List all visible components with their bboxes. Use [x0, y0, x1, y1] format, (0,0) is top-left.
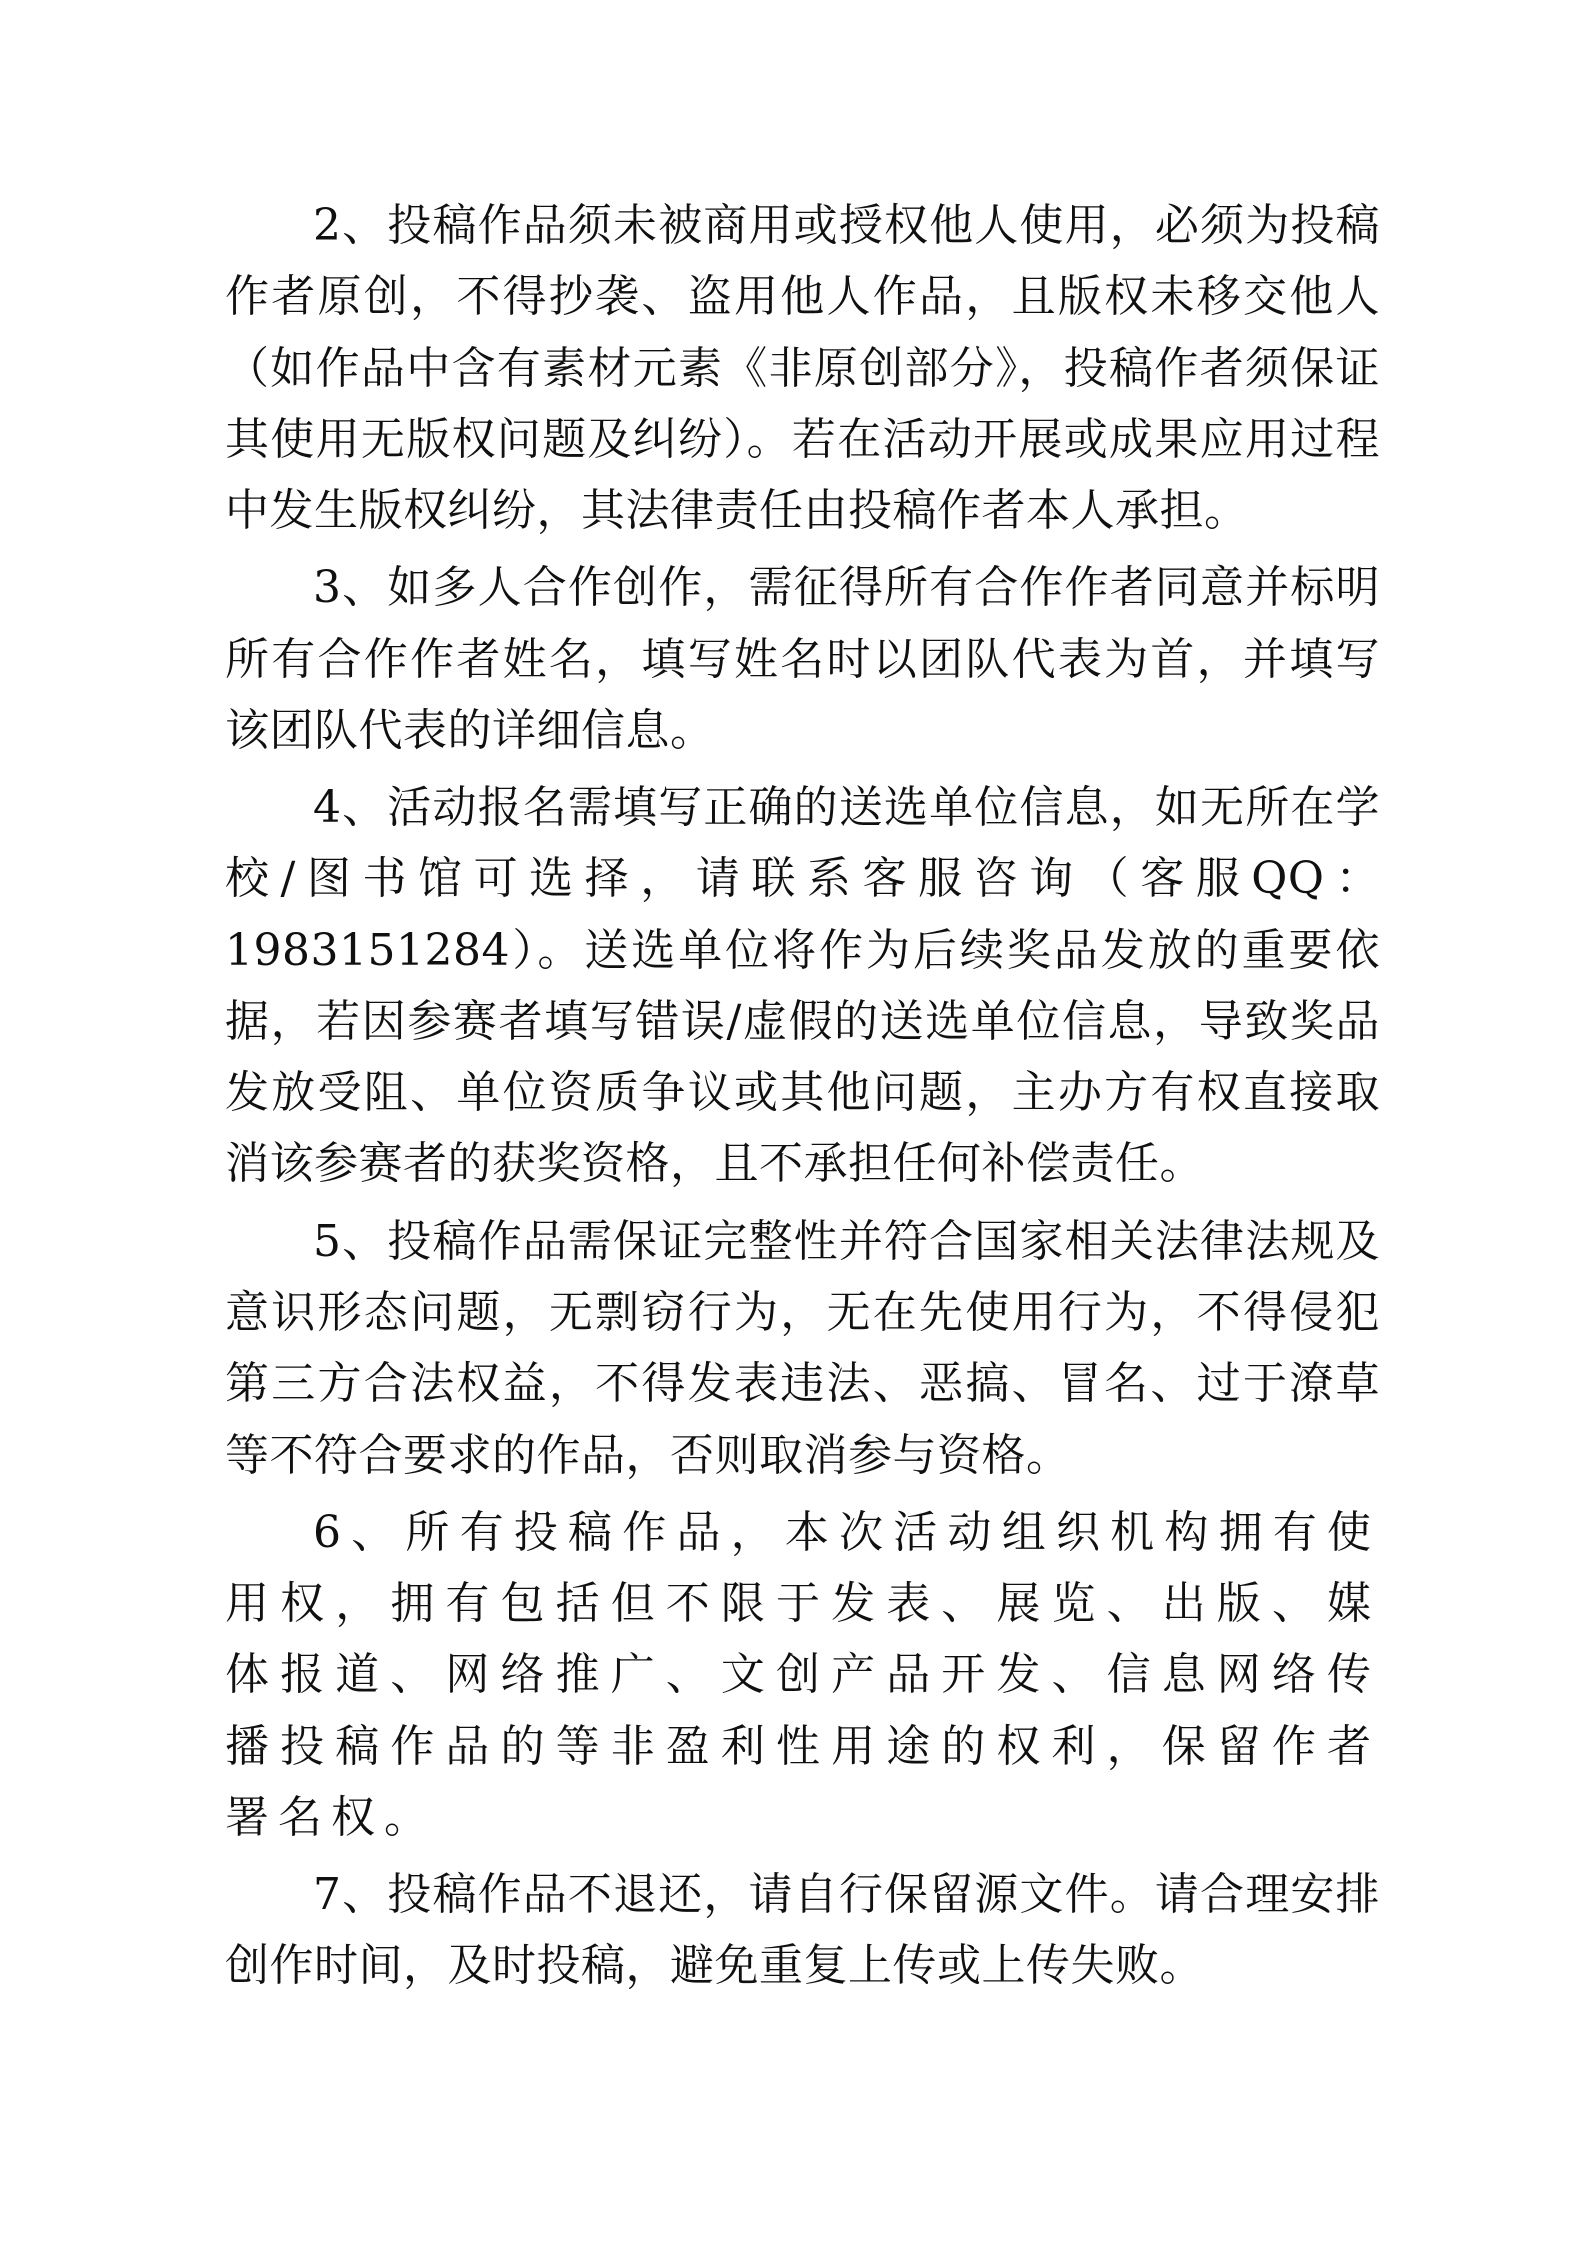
- paragraph-item-5: 5、投稿作品需保证完整性并符合国家相关法律法规及意识形态问题，无剽窃行为，无在先使用行为，不得侵犯第三方合法权益，不得发表违法、恶搞、冒名、过于潦草等不符合要求的作品，否则取消参与资格。: [225, 1215, 1380, 1481]
- paragraph-item-3: 3、如多人合作创作，需征得所有合作作者同意并标明所有合作作者姓名，填写姓名时以团队代表为首，并填写该团队代表的详细信息。: [225, 562, 1380, 756]
- paragraph-item-2: 2、投稿作品须未被商用或授权他人使用，必须为投稿作者原创，不得抄袭、盗用他人作品，且版权未移交他人（如作品中含有素材元素《非原创部分》，投稿作者须保证其使用无版权问题及纠纷）。若在活动开展或成果应用过程中发生版权纠纷，其法律责任由投稿作者本人承担。: [225, 200, 1380, 537]
- paragraph-item-6: 6、所有投稿作品，本次活动组织机构拥有使用权，拥有包括但不限于发表、展览、出版、媒体报道、网络推广、文创产品开发、信息网络传播投稿作品的等非盈利性用途的权利，保留作者署名权。: [225, 1506, 1380, 1843]
- document-body: [225, 190, 1380, 2002]
- paragraph-item-4: 4、活动报名需填写正确的送选单位信息，如无所在学校/图书馆可选择，请联系客服咨询（客服QQ：1983151284）。送选单位将作为后续奖品发放的重要依据，若因参赛者填写错误/虚假的送选单位信息，导致奖品发放受阻、单位资质争议或其他问题，主办方有权直接取消该参赛者的获奖资格，且不承担任何补偿责任。: [225, 782, 1380, 1190]
- paragraph-item-7: 7、投稿作品不退还，请自行保留源文件。请合理安排创作时间，及时投稿，避免重复上传或上传失败。: [225, 1869, 1380, 1992]
